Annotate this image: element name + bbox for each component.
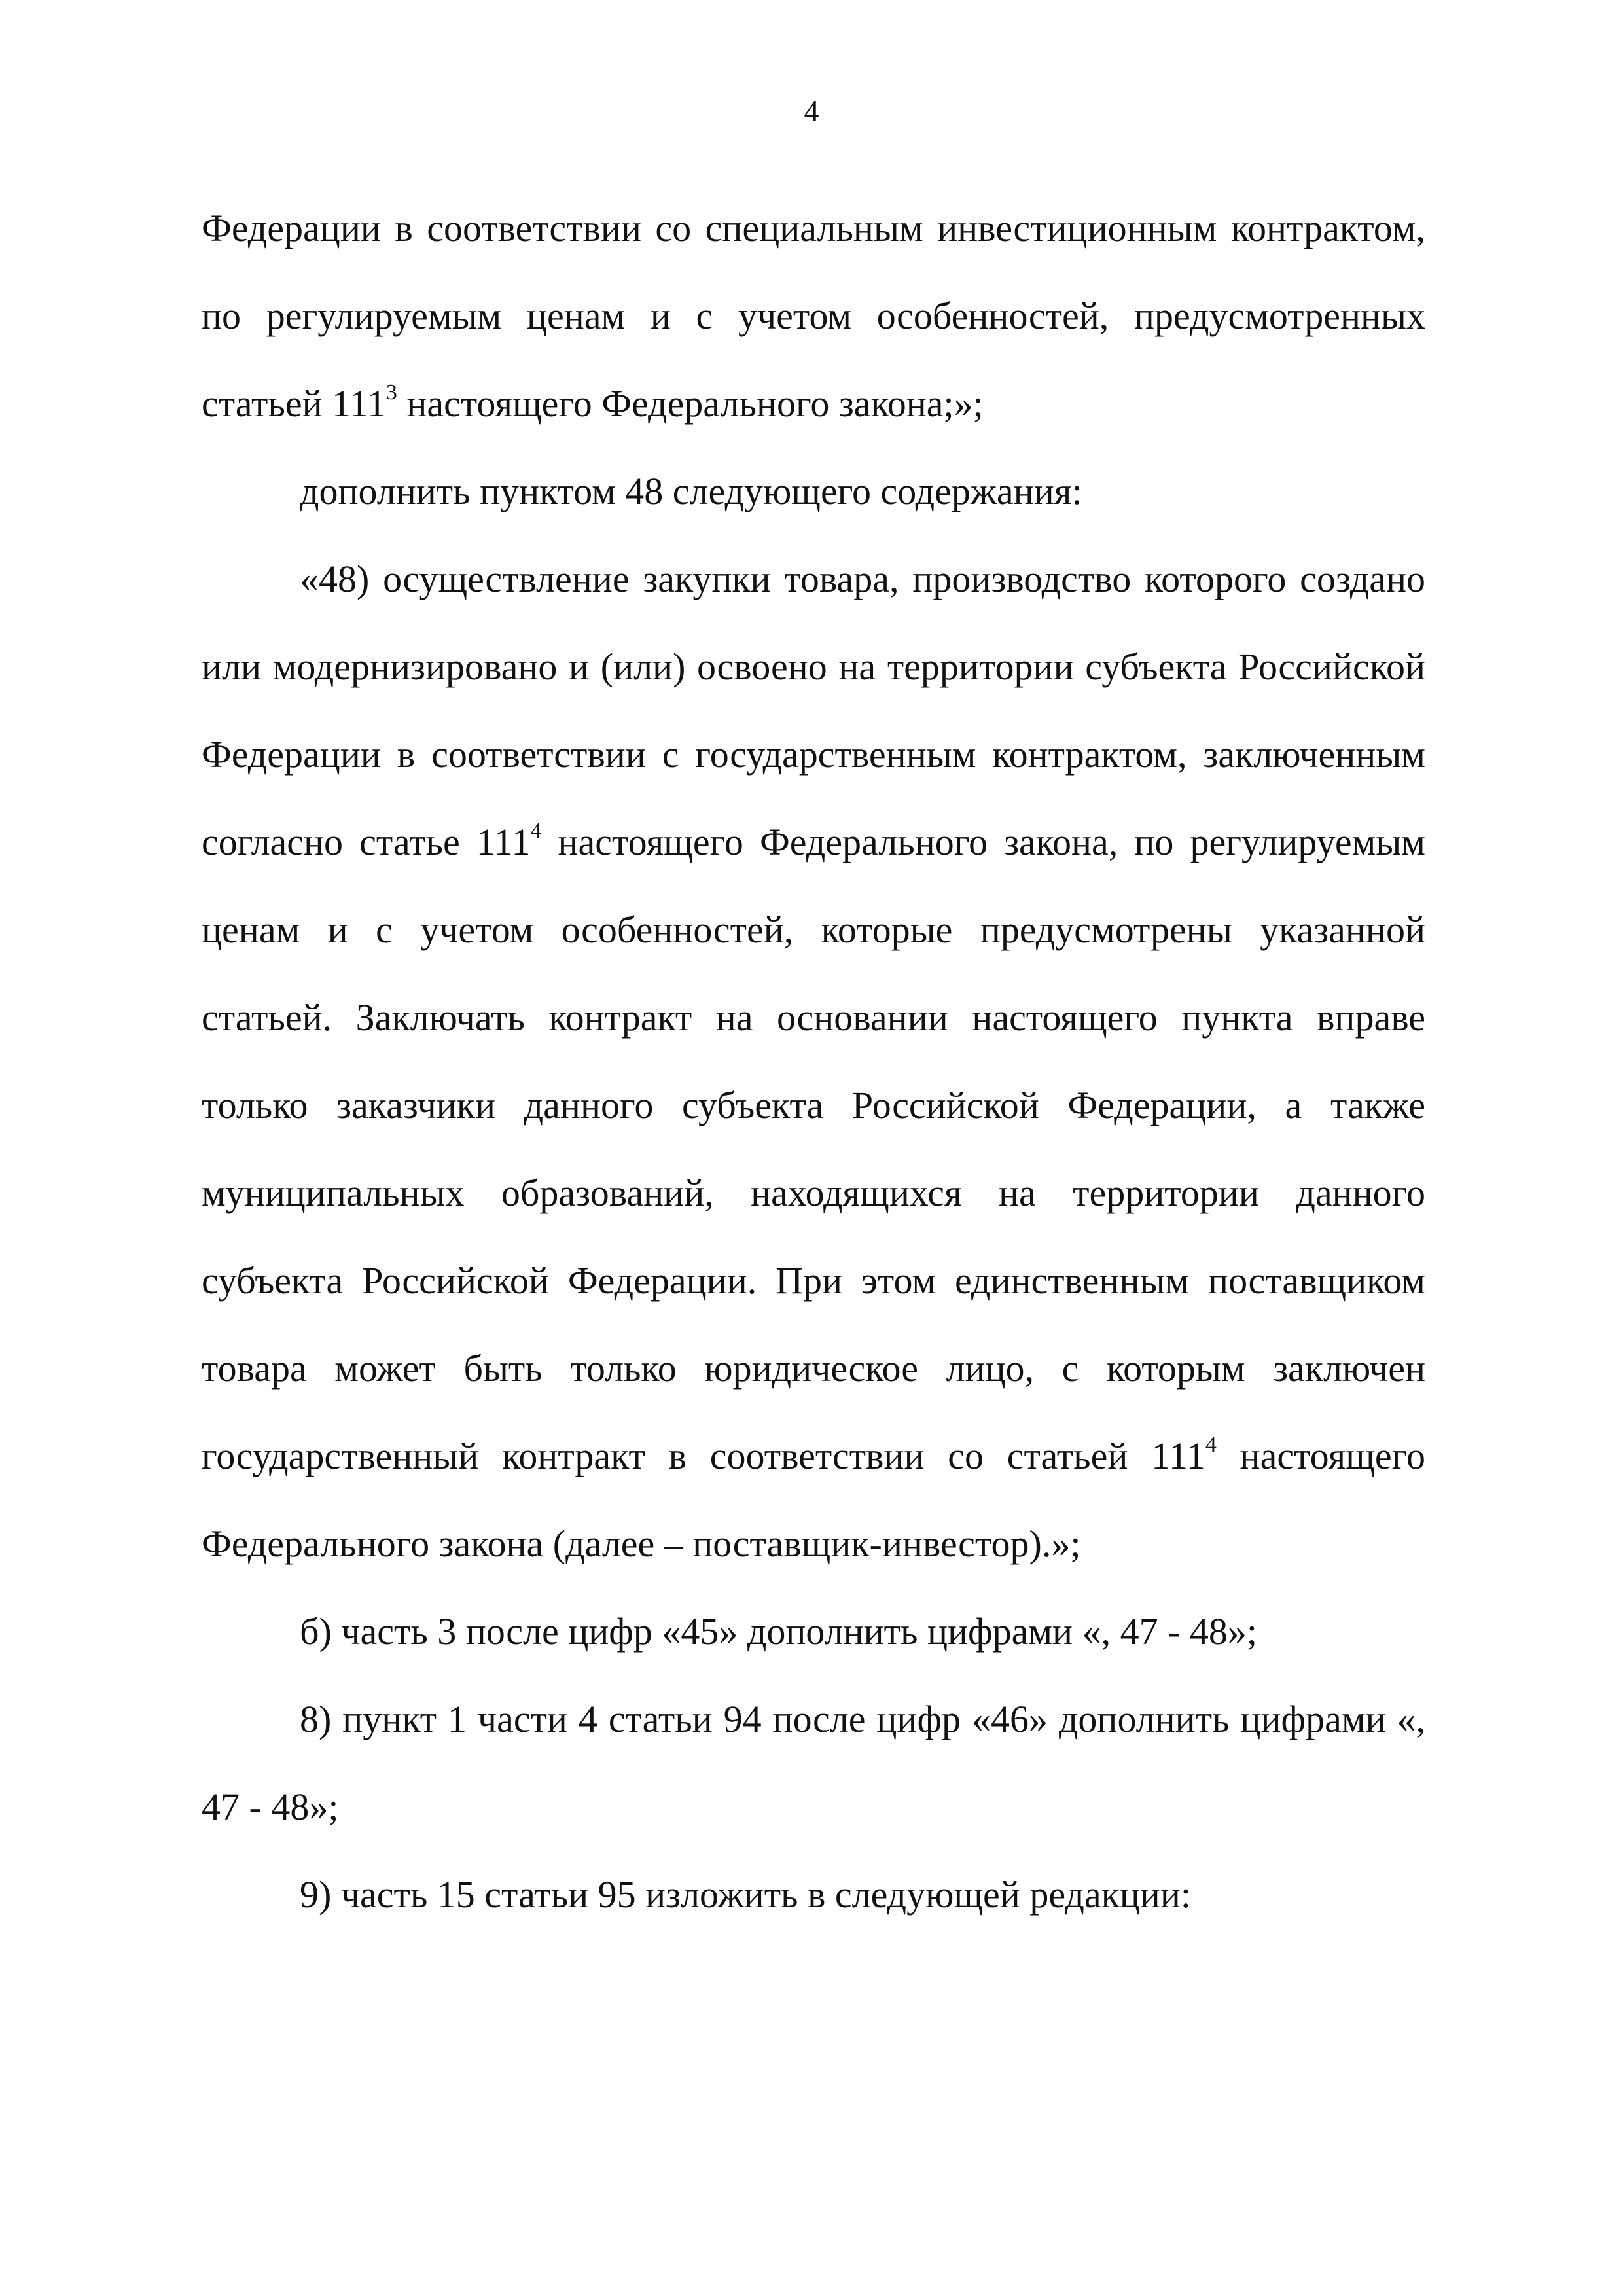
paragraph-text: настоящего Федерального закона, по регулируемым ценам и с учетом особенностей, которые предусмотрены указанной статьей. Заключать контракт на основании настоящего пункта вправе только заказчики данного субъекта Российской Федерации, а также муниципальных образований, находящихся на территории данного субъекта Российской Федерации. При этом единственным поставщиком товара может быть только юридическое лицо, с которым заключен государственный контракт в соответствии со статьей 111 — [202, 821, 1425, 1477]
paragraph — [202, 1588, 1425, 1676]
document-body — [202, 185, 1425, 1939]
paragraph — [202, 1676, 1425, 1851]
paragraph — [202, 185, 1425, 448]
superscript-index: 4 — [530, 818, 542, 843]
paragraph-text: настоящего Федерального закона (далее – поставщик-инвестор).»; — [202, 1435, 1425, 1565]
paragraph — [202, 1851, 1425, 1939]
paragraph-text: Федерации в соответствии со специальным инвестиционным контрактом, по регулируемым ценам и с учетом особенностей, предусмотренных статьей 111 — [202, 207, 1425, 425]
page-number: 4 — [804, 94, 819, 128]
paragraph-text: 9) часть 15 статьи 95 изложить в следующей редакции: — [300, 1873, 1191, 1916]
paragraph-text: дополнить пунктом 48 следующего содержания: — [300, 470, 1082, 512]
paragraph — [202, 448, 1425, 535]
superscript-index: 3 — [385, 380, 397, 404]
paragraph-text: настоящего Федерального закона;»; — [397, 382, 984, 425]
paragraph-text: б) часть 3 после цифр «45» дополнить цифрами «, 47 - 48»; — [300, 1610, 1258, 1653]
superscript-index: 4 — [1205, 1432, 1217, 1457]
paragraph-text: 8) пункт 1 части 4 статьи 94 после цифр «46» дополнить цифрами «, 47 - 48»; — [202, 1698, 1425, 1828]
paragraph — [202, 535, 1425, 1588]
paragraph-text: «48) осуществление закупки товара, производство которого создано или модернизировано и (или) освоено на территории субъекта Российской Федерации в соответствии с государственным контрактом, заключенным согласно статье 111 — [202, 558, 1425, 863]
